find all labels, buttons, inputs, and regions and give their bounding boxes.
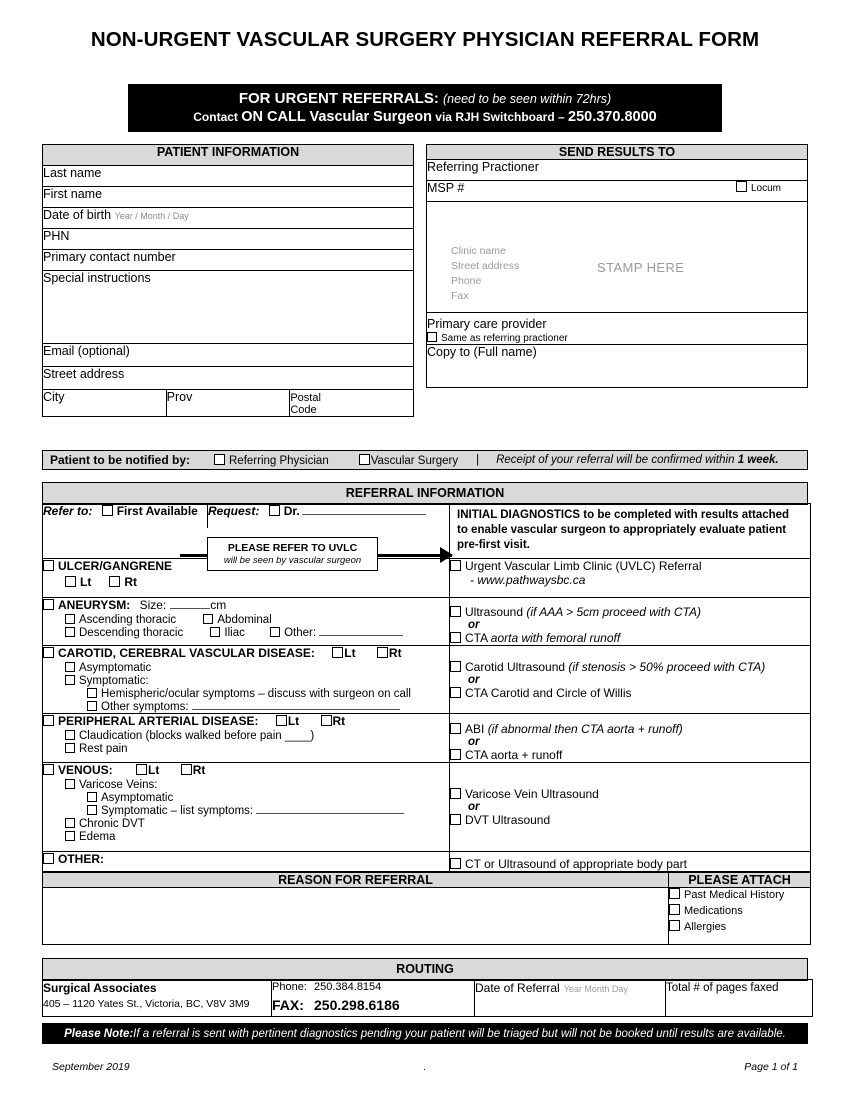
abi-or: or (468, 735, 480, 748)
venous-chronic-dvt-label: Chronic DVT (79, 817, 145, 830)
field-primary-contact-number-label: Primary contact number (43, 250, 176, 264)
aneurysm-abdominal-label: Abdominal (217, 613, 272, 626)
field-email[interactable] (43, 344, 414, 367)
field-postal-code-label-line2: Code (290, 404, 317, 417)
routing-phone-label: Phone: (272, 981, 307, 993)
attach-allergies-group[interactable] (669, 920, 810, 936)
carotid-ultrasound-note: (if stenosis > 50% proceed with CTA) (568, 659, 766, 674)
footer-date: September 2019 (52, 1061, 130, 1073)
ulcer-lt-checkbox[interactable] (65, 576, 76, 587)
urgent-referrals-banner (128, 84, 722, 132)
diagnostic-varicose-vein-ultrasound[interactable] (450, 762, 811, 851)
carotid-hemispheric-checkbox[interactable] (87, 688, 97, 698)
send-results-to-table (426, 144, 808, 388)
cta-aorta-runoff-label: CTA aorta + runoff (465, 747, 563, 762)
reason-for-referral-header: REASON FOR REFERRAL (43, 873, 669, 888)
condition-aneurysm[interactable] (43, 597, 450, 645)
urgent-banner-label: FOR URGENT REFERRALS: (238, 90, 439, 108)
stamp-hint-clinic-name: Clinic name (451, 245, 506, 257)
pad-rt-checkbox[interactable] (321, 715, 332, 726)
pad-claudication-checkbox[interactable] (65, 730, 75, 740)
request-label: Request: (208, 504, 260, 518)
urgent-contact-pre: Contact (193, 110, 242, 125)
field-referring-practitioner-label: Referring Practioner (427, 160, 539, 174)
carotid-other-symptoms-checkbox[interactable] (87, 701, 97, 711)
urgent-banner-line-2 (193, 109, 656, 126)
notify-title: Patient to be notified by: (50, 453, 190, 467)
cta-aorta-femoral-label: CTA (465, 630, 491, 645)
cta-aorta-femoral-note: aorta with femoral runoff (490, 630, 621, 645)
abi-label: ABI (465, 721, 488, 736)
please-attach-header: PLEASE ATTACH (669, 873, 811, 888)
venous-asymptomatic-checkbox[interactable] (87, 792, 97, 802)
stamp-here-label: STAMP HERE (597, 260, 685, 275)
field-msp-label: MSP # (427, 181, 465, 195)
routing-header: ROUTING (42, 958, 808, 981)
diagnostic-ct-or-ultrasound[interactable] (450, 851, 811, 871)
pad-rest-pain-checkbox[interactable] (65, 743, 75, 753)
reason-for-referral-table (42, 872, 811, 945)
request-dr-input[interactable] (302, 514, 426, 515)
venous-lt-label: Lt (148, 762, 160, 777)
stamp-hint-fax: Fax (451, 289, 469, 302)
urgent-banner-line-1 (239, 90, 611, 107)
first-available-checkbox[interactable] (102, 505, 113, 516)
notify-divider: | (476, 454, 480, 466)
aneurysm-abdominal-checkbox[interactable] (203, 614, 213, 624)
attach-medications-group[interactable] (669, 904, 810, 920)
field-city-label: City (43, 390, 65, 404)
stamp-area[interactable] (427, 202, 808, 313)
carotid-other-symptoms-input[interactable] (192, 709, 400, 710)
varicose-vein-ultrasound-label: Varicose Vein Ultrasound (465, 786, 599, 801)
routing-fax-value: 250.298.6186 (314, 997, 400, 1014)
varicose-vein-or: or (468, 800, 480, 813)
varicose-vein-ultrasound-checkbox[interactable] (450, 788, 461, 799)
ulcer-gangrene-label: ULCER/GANGRENE (58, 558, 173, 573)
request-dr-label: Dr. (283, 504, 300, 518)
carotid-asymptomatic-checkbox[interactable] (65, 662, 75, 672)
field-email-label: Email (optional) (43, 344, 130, 358)
venous-varicose-veins-label: Varicose Veins: (79, 778, 158, 791)
ulcer-rt-label: Rt (124, 574, 137, 589)
pad-lt-label: Lt (287, 713, 300, 728)
routing-org-address: 405 – 1120 Yates St., Victoria, BC, V8V 3M9 (43, 997, 250, 1010)
aneurysm-other-checkbox[interactable] (270, 627, 280, 637)
ct-or-ultrasound-label: CT or Ultrasound of appropriate body part (465, 856, 687, 871)
please-attach-options[interactable] (669, 888, 811, 945)
field-city[interactable] (43, 390, 167, 417)
field-phn-label: PHN (43, 229, 70, 243)
request-cell[interactable] (208, 504, 450, 528)
uvlc-callout (180, 537, 452, 573)
aneurysm-iliac-checkbox[interactable] (210, 627, 220, 637)
same-as-referring-label: Same as referring practioner (441, 333, 568, 344)
venous-symptomatic-input[interactable] (256, 813, 404, 814)
field-postal-code[interactable] (290, 390, 414, 417)
notify-vascular-surgery-group[interactable] (359, 454, 458, 467)
routing-phone-value: 250.384.8154 (314, 981, 382, 993)
ultrasound-aaa-label: Ultrasound (465, 604, 527, 619)
field-prov-label: Prov (166, 390, 193, 404)
routing-table (42, 979, 813, 1017)
venous-varicose-veins-checkbox[interactable] (65, 779, 75, 789)
diagnostic-abi[interactable] (450, 713, 811, 762)
routing-fax-label: FAX: (272, 997, 304, 1014)
field-street-address[interactable] (43, 367, 414, 390)
send-results-to-header: SEND RESULTS TO (427, 145, 808, 160)
field-date-of-birth-label: Date of birth (43, 208, 112, 222)
field-date-of-referral[interactable] (475, 980, 666, 1017)
referral-information-header: REFERRAL INFORMATION (42, 482, 808, 505)
notify-referring-physician-group[interactable] (214, 454, 329, 467)
routing-fax-row (272, 996, 474, 1016)
pad-rt-label: Rt (332, 713, 346, 728)
aneurysm-iliac-label: Iliac (224, 626, 245, 639)
field-postal-code-label-line1: Postal (290, 392, 321, 404)
venous-asymptomatic-label: Asymptomatic (101, 791, 174, 804)
uvlc-callout-line-2: will be seen by vascular surgeon (223, 555, 362, 566)
cta-aorta-femoral-checkbox[interactable] (450, 632, 461, 643)
field-last-name[interactable] (43, 166, 414, 187)
carotid-hemispheric-label: Hemispheric/ocular symptoms – discuss with surgeon on call (101, 687, 411, 700)
routing-organization (43, 980, 272, 1017)
pad-checkbox[interactable] (43, 715, 54, 726)
cta-aorta-runoff-checkbox[interactable] (450, 749, 461, 760)
ultrasound-aaa-checkbox[interactable] (450, 606, 461, 617)
condition-carotid[interactable] (43, 645, 450, 713)
uvlc-website: - www.pathwaysbc.ca (470, 572, 586, 587)
field-copy-to[interactable] (427, 345, 808, 388)
patient-information-header: PATIENT INFORMATION (43, 145, 414, 166)
routing-phone-row (272, 980, 474, 995)
carotid-lt-checkbox[interactable] (332, 647, 343, 658)
carotid-rt-checkbox[interactable] (377, 647, 388, 658)
locum-label: Locum (750, 183, 781, 194)
date-of-referral-label: Date of Referral (475, 981, 560, 995)
cta-carotid-willis-label: CTA Carotid and Circle of Willis (465, 685, 632, 700)
notify-note-strong: 1 week. (737, 454, 779, 466)
ulcer-lt-label: Lt (80, 574, 92, 589)
notify-note-text: Receipt of your referral will be confirmed within (496, 454, 738, 466)
field-msp[interactable] (427, 181, 808, 202)
footer-center-mark: . (423, 1061, 427, 1073)
notify-confirmation-note (496, 454, 779, 466)
notify-referring-physician-label: Referring Physician (229, 454, 329, 467)
carotid-rt-label: Rt (388, 645, 402, 660)
uvlc-label: Urgent Vascular Limb Clinic (UVLC) Referral (465, 558, 702, 573)
date-of-referral-hint: Year Month Day (563, 984, 628, 994)
patient-notification-bar (42, 450, 808, 470)
other-condition-label: OTHER: (58, 851, 104, 866)
condition-venous[interactable] (43, 762, 450, 851)
field-special-instructions[interactable] (43, 271, 414, 344)
field-street-address-label: Street address (43, 367, 125, 381)
carotid-label: CAROTID, CEREBRAL VASCULAR DISEASE: (58, 645, 315, 660)
attach-medications-checkbox[interactable] (669, 904, 680, 915)
aneurysm-size-input[interactable] (170, 608, 210, 609)
diagnostic-uvlc[interactable] (450, 558, 811, 597)
please-note-banner (42, 1023, 808, 1044)
notify-vascular-surgery-label: Vascular Surgery (370, 454, 459, 467)
attach-past-medical-history-label: Past Medical History (684, 889, 785, 901)
cta-carotid-willis-checkbox[interactable] (450, 687, 461, 698)
pad-lt-checkbox[interactable] (276, 715, 287, 726)
carotid-symptomatic-label: Symptomatic: (79, 674, 149, 687)
refer-to-label: Refer to: (43, 504, 93, 518)
aneurysm-label: ANEURYSM: (58, 597, 131, 612)
page-title: NON-URGENT VASCULAR SURGERY PHYSICIAN REFERRAL FORM (90, 28, 760, 51)
pad-rest-pain-label: Rest pain (79, 742, 128, 755)
pad-label: PERIPHERAL ARTERIAL DISEASE: (58, 713, 259, 728)
venous-chronic-dvt-checkbox[interactable] (65, 818, 75, 828)
field-prov[interactable] (166, 390, 290, 417)
dvt-ultrasound-label: DVT Ultrasound (465, 812, 551, 827)
attach-past-medical-history-checkbox[interactable] (669, 888, 680, 899)
venous-symptomatic-checkbox[interactable] (87, 805, 97, 815)
ulcer-rt-checkbox[interactable] (109, 576, 120, 587)
aneurysm-checkbox[interactable] (43, 599, 54, 610)
ulcer-gangrene-checkbox[interactable] (43, 560, 54, 571)
urgent-banner-note: (need to be seen within 72hrs) (443, 92, 612, 107)
total-pages-faxed-label: Total # of pages faxed (666, 982, 779, 994)
stamp-hints (451, 244, 519, 304)
ct-or-ultrasound-checkbox[interactable] (450, 858, 461, 869)
stamp-hint-phone: Phone (451, 274, 482, 287)
carotid-symptomatic-checkbox[interactable] (65, 675, 75, 685)
attach-allergies-label: Allergies (684, 920, 727, 933)
same-as-referring-checkbox[interactable] (427, 332, 437, 342)
carotid-other-symptoms-label: Other symptoms: (101, 700, 189, 713)
venous-symptomatic-label: Symptomatic – list symptoms: (101, 804, 254, 817)
field-date-of-birth-hint: Year / Month / Day (114, 211, 189, 221)
urgent-contact-strong: ON CALL Vascular Surgeon (241, 109, 432, 126)
routing-org-name: Surgical Associates (43, 981, 157, 995)
notify-vascular-surgery-checkbox[interactable] (359, 454, 370, 465)
urgent-contact-mid: via RJH Switchboard – (431, 110, 569, 125)
aneurysm-other-label: Other: (284, 626, 317, 639)
diagnostic-ultrasound-aaa[interactable] (450, 597, 811, 645)
venous-edema-checkbox[interactable] (65, 831, 75, 841)
field-phn[interactable] (43, 229, 414, 250)
notify-referring-physician-checkbox[interactable] (214, 454, 225, 465)
first-available-label: First Available (116, 504, 198, 518)
patient-information-table (42, 144, 414, 417)
condition-pad[interactable] (43, 713, 450, 762)
routing-contact (272, 980, 475, 1017)
reason-for-referral-input[interactable] (43, 888, 669, 945)
aneurysm-size-label: Size: (139, 597, 167, 612)
please-note-label: Please Note: (64, 1027, 134, 1040)
carotid-ultrasound-label: Carotid Ultrasound (465, 659, 569, 674)
field-primary-contact-number[interactable] (43, 250, 414, 271)
request-dr-checkbox[interactable] (269, 505, 280, 516)
other-condition-checkbox[interactable] (43, 853, 54, 864)
ultrasound-aaa-or: or (468, 618, 480, 631)
attach-medications-label: Medications (684, 904, 743, 917)
field-total-pages-faxed[interactable] (666, 980, 813, 1017)
aneurysm-descending-thoracic-label: Descending thoracic (79, 626, 184, 639)
uvlc-callout-box (207, 537, 378, 571)
field-primary-care-provider-label: Primary care provider (427, 317, 547, 331)
abi-note: (if abnormal then CTA aorta + runoff) (487, 721, 683, 736)
aneurysm-descending-thoracic-checkbox[interactable] (65, 627, 75, 637)
field-referring-practitioner[interactable] (427, 160, 808, 181)
attach-past-medical-history-group[interactable] (669, 888, 810, 904)
carotid-lt-label: Lt (344, 645, 356, 660)
ultrasound-aaa-note: (if AAA > 5cm proceed with CTA) (526, 604, 701, 619)
venous-edema-label: Edema (79, 830, 116, 843)
uvlc-callout-line-1: PLEASE REFER TO UVLC (227, 542, 358, 554)
please-note-text: If a referral is sent with pertinent diagnostics pending your patient will be triaged but will not be booked until results are available. (133, 1027, 786, 1040)
urgent-contact-phone: 250.370.8000 (568, 109, 657, 126)
diagnostics-intro: INITIAL DIAGNOSTICS to be completed with results attached to enable vascular surgeon to appropriately evaluate patient pre-first visit. (457, 509, 790, 551)
carotid-ultrasound-checkbox[interactable] (450, 661, 461, 672)
venous-label: VENOUS: (58, 762, 113, 777)
field-last-name-label: Last name (43, 166, 102, 180)
arrow-right-icon (440, 547, 453, 563)
carotid-checkbox[interactable] (43, 647, 54, 658)
abi-checkbox[interactable] (450, 723, 461, 734)
field-copy-to-label: Copy to (Full name) (427, 345, 537, 359)
aneurysm-ascending-thoracic-checkbox[interactable] (65, 614, 75, 624)
pad-claudication-label: Claudication (blocks walked before pain ____) (79, 729, 315, 742)
aneurysm-size-unit: cm (210, 597, 227, 612)
diagnostic-carotid-ultrasound[interactable] (450, 645, 811, 713)
condition-other[interactable] (43, 851, 450, 871)
refer-to-cell[interactable] (43, 504, 208, 528)
same-as-referring-group[interactable] (427, 332, 807, 344)
dvt-ultrasound-checkbox[interactable] (450, 814, 461, 825)
aneurysm-ascending-thoracic-label: Ascending thoracic (79, 613, 177, 626)
field-first-name[interactable] (43, 187, 414, 208)
field-special-instructions-label: Special instructions (43, 271, 151, 285)
venous-checkbox[interactable] (43, 764, 54, 775)
field-first-name-label: First name (43, 187, 103, 201)
footer-page-number: Page 1 of 1 (744, 1061, 798, 1073)
carotid-asymptomatic-label: Asymptomatic (79, 661, 152, 674)
stamp-hint-street-address: Street address (451, 259, 520, 272)
locum-checkbox[interactable] (736, 181, 747, 192)
field-date-of-birth[interactable] (43, 208, 414, 229)
aneurysm-other-input[interactable] (319, 635, 403, 636)
carotid-ultrasound-or: or (468, 673, 480, 686)
locum-checkbox-group[interactable] (736, 181, 781, 194)
venous-rt-checkbox[interactable] (181, 764, 192, 775)
field-primary-care-provider[interactable] (427, 313, 808, 345)
venous-rt-label: Rt (192, 762, 206, 777)
venous-lt-checkbox[interactable] (136, 764, 147, 775)
attach-allergies-checkbox[interactable] (669, 920, 680, 931)
